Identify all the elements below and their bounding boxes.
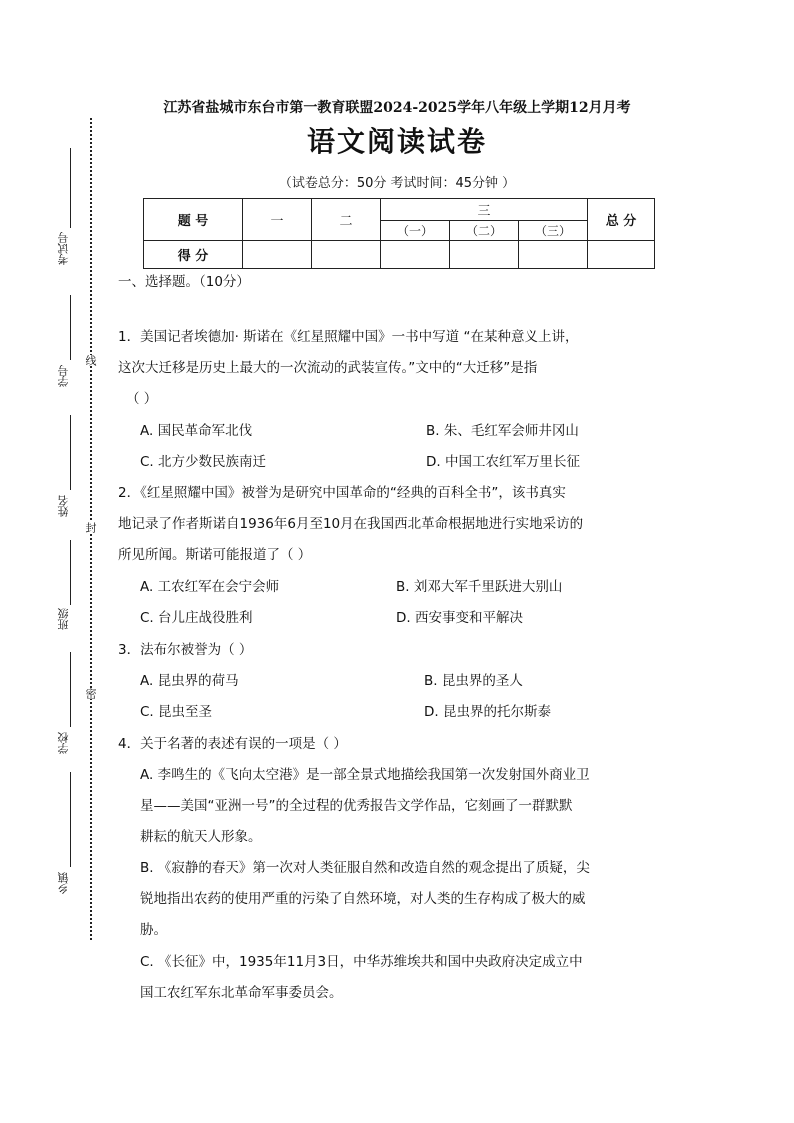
score-cell-three-1[interactable] — [381, 241, 450, 269]
q4-option-b-line-3[interactable]: 胁。 — [140, 922, 167, 938]
q3-option-c[interactable]: C. 昆虫至圣 — [140, 704, 213, 720]
q4-option-a-line-3[interactable]: 耕耘的航天人形象。 — [140, 829, 262, 845]
score-table — [143, 198, 655, 269]
q2-option-a[interactable]: A. 工农红军在会宁会师 — [140, 579, 280, 595]
school-field[interactable] — [56, 652, 78, 762]
town-field[interactable] — [56, 772, 78, 902]
q4-option-c-line-2[interactable]: 国工农红军东北革命军事委员会。 — [140, 985, 343, 1001]
student-id-label: 学号 — [57, 365, 70, 387]
question-number-header: 题 号 — [144, 199, 243, 241]
score-cell-total[interactable] — [588, 241, 655, 269]
seal-secret-char: 密 — [84, 688, 97, 699]
score-cell-two[interactable] — [312, 241, 381, 269]
exam-number-field[interactable] — [56, 148, 78, 273]
name-label: 姓名 — [57, 495, 70, 517]
q3-line-1: 3．法布尔被誉为（ ） — [118, 642, 253, 658]
sub-col-3: （三） — [519, 221, 588, 241]
q1-line-3: （ ） — [126, 391, 158, 407]
q1-option-d[interactable]: D. 中国工农红军万里长征 — [426, 454, 580, 470]
exam-subtitle: 江苏省盐城市东台市第一教育联盟2024-2025学年八年级上学期12月月考 — [163, 100, 631, 116]
school-label: 学校 — [57, 732, 70, 754]
q4-option-a-line-1[interactable]: A. 李鸣生的《飞向太空港》是一部全景式地描绘我国第一次发射国外商业卫 — [140, 767, 590, 783]
score-cell-three-2[interactable] — [450, 241, 519, 269]
name-field[interactable] — [56, 415, 78, 525]
score-cell-three-3[interactable] — [519, 241, 588, 269]
seal-line-char: 线 — [84, 355, 97, 366]
q2-line-1: 2．《红星照耀中国》被誉为是研究中国革命的“经典的百科全书”，该书真实 — [118, 485, 566, 501]
q1-option-b[interactable]: B. 朱、毛红军会师井冈山 — [426, 423, 579, 439]
q4-line-1: 4．关于名著的表述有误的一项是（ ） — [118, 736, 347, 752]
exam-title: 语文阅读试卷 — [306, 125, 487, 158]
seal-seal-char: 封 — [84, 522, 97, 533]
col-one-header: 一 — [243, 199, 312, 241]
q2-line-3: 所见所闻。斯诺可能报道了（ ） — [118, 547, 312, 563]
score-row-label: 得 分 — [144, 241, 243, 269]
sub-col-2: （二） — [450, 221, 519, 241]
q3-option-b[interactable]: B. 昆虫界的圣人 — [424, 673, 523, 689]
q4-option-c-line-1[interactable]: C. 《长征》中，1935年11月3日，中华苏维埃共和国中央政府决定成立中 — [140, 954, 583, 970]
student-id-field[interactable] — [56, 295, 78, 395]
q1-option-a[interactable]: A. 国民革命军北伐 — [140, 423, 253, 439]
q3-option-a[interactable]: A. 昆虫界的荷马 — [140, 673, 239, 689]
q2-option-b[interactable]: B. 刘邓大军千里跃进大别山 — [396, 579, 563, 595]
col-three-header: 三 — [381, 199, 588, 221]
col-two-header: 二 — [312, 199, 381, 241]
q2-option-d[interactable]: D. 西安事变和平解决 — [396, 610, 523, 626]
q2-option-c[interactable]: C. 台儿庄战役胜利 — [140, 610, 253, 626]
q4-option-b-line-2[interactable]: 锐地指出农药的使用严重的污染了自然环境，对人类的生存构成了极大的威 — [140, 891, 586, 907]
score-cell-one[interactable] — [243, 241, 312, 269]
q2-line-2: 地记录了作者斯诺自1936年6月至10月在我国西北革命根据地进行实地采访的 — [118, 516, 584, 532]
section-title: 一、选择题。（10分） — [118, 274, 250, 290]
q3-option-d[interactable]: D. 昆虫界的托尔斯泰 — [424, 704, 551, 720]
q4-option-b-line-1[interactable]: B. 《寂静的春天》第一次对人类征服自然和改造自然的观念提出了质疑，尖 — [140, 860, 590, 876]
q4-option-a-line-2[interactable]: 星——美国“亚洲一号”的全过程的优秀报告文学作品，它刻画了一群默默 — [140, 798, 573, 814]
total-header: 总 分 — [588, 199, 655, 241]
q1-line-2: 这次大迁移是历史上最大的一次流动的武装宣传。”文中的“大迁移”是指 — [118, 360, 538, 376]
class-field[interactable] — [56, 540, 78, 640]
exam-number-label: 考试号 — [57, 232, 70, 265]
q1-line-1: 1．美国记者埃德加· 斯诺在《红星照耀中国》一书中写道 “在某种意义上讲， — [118, 329, 579, 345]
q1-option-c[interactable]: C. 北方少数民族南迁 — [140, 454, 267, 470]
exam-info: （试卷总分：50分 考试时间：45分钟 ） — [278, 176, 516, 191]
town-label: 乡镇 — [57, 872, 70, 894]
sub-col-1: （一） — [381, 221, 450, 241]
class-label: 班级 — [57, 608, 70, 630]
